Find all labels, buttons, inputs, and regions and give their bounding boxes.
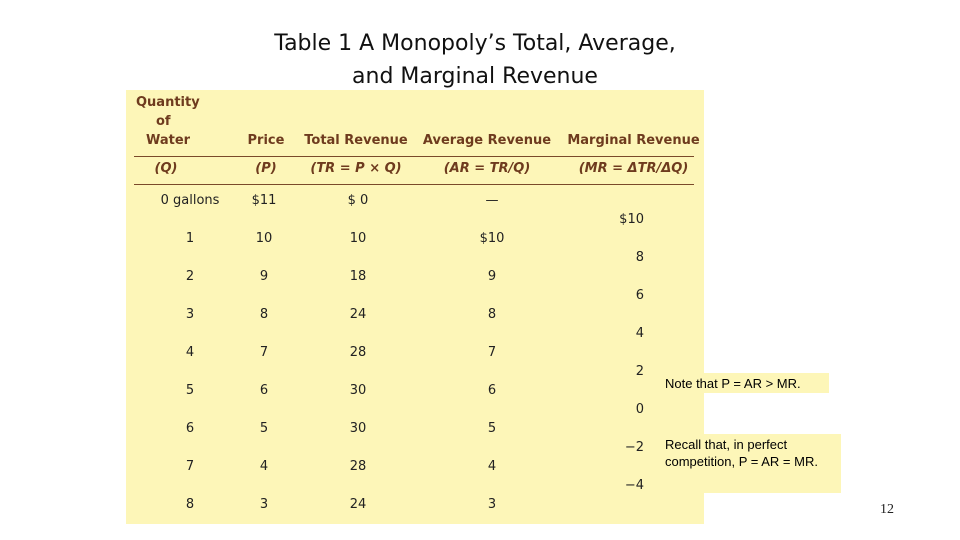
recall-callout: Recall that, in perfect competition, P = AR = MR.	[659, 434, 841, 493]
cell-quantity: 3	[185, 307, 195, 322]
cell-price: $11	[251, 193, 277, 208]
title-line-2: and Marginal Revenue	[352, 64, 598, 89]
cell-quantity: 8	[185, 497, 195, 512]
symbol-rule	[134, 184, 694, 185]
symbol-price: (P)	[255, 161, 277, 176]
cell-marginal-revenue: 2	[635, 364, 644, 379]
cell-price: 7	[259, 345, 269, 360]
cell-quantity: 7	[185, 459, 195, 474]
cell-marginal-revenue: 0	[635, 402, 644, 417]
header-quantity	[136, 93, 200, 150]
header-average-revenue: Average Revenue	[422, 133, 552, 148]
slide-title	[190, 27, 760, 93]
header-quantity-line: of	[156, 114, 171, 129]
cell-quantity: 5	[185, 383, 195, 398]
cell-marginal-revenue: $10	[619, 212, 644, 227]
symbol-marginal-revenue: (MR = ΔTR/ΔQ)	[578, 161, 689, 176]
revenue-table	[126, 90, 704, 524]
cell-average-revenue: 6	[487, 383, 497, 398]
cell-price: 5	[259, 421, 269, 436]
cell-total-revenue: 30	[349, 383, 367, 398]
cell-total-revenue: 28	[349, 345, 367, 360]
header-total-revenue: Total Revenue	[304, 133, 408, 148]
cell-average-revenue: 4	[487, 459, 497, 474]
cell-marginal-revenue: 8	[635, 250, 644, 265]
cell-price: 8	[259, 307, 269, 322]
cell-quantity: 2	[185, 269, 195, 284]
cell-marginal-revenue: 6	[635, 288, 644, 303]
header-rule	[134, 156, 694, 157]
symbol-total-revenue: (TR = P × Q)	[310, 161, 402, 176]
page-number: 12	[880, 502, 894, 517]
cell-total-revenue: $ 0	[347, 193, 369, 208]
cell-average-revenue: $10	[479, 231, 505, 246]
header-quantity-line: Quantity	[136, 95, 200, 110]
cell-quantity: 6	[185, 421, 195, 436]
cell-average-revenue: 5	[487, 421, 497, 436]
cell-total-revenue: 24	[349, 307, 367, 322]
header-price: Price	[247, 133, 285, 148]
cell-marginal-revenue: 4	[635, 326, 644, 341]
cell-average-revenue: 7	[487, 345, 497, 360]
cell-quantity: 1	[185, 231, 195, 246]
cell-total-revenue: 28	[349, 459, 367, 474]
cell-total-revenue: 30	[349, 421, 367, 436]
note-callout: Note that P = AR > MR.	[659, 373, 829, 393]
cell-price: 9	[259, 269, 269, 284]
cell-marginal-revenue: −2	[624, 440, 644, 455]
cell-average-revenue: 8	[487, 307, 497, 322]
symbol-quantity: (Q)	[154, 161, 178, 176]
cell-price: 4	[259, 459, 269, 474]
symbol-average-revenue: (AR = TR/Q)	[443, 161, 531, 176]
cell-marginal-revenue: −4	[624, 478, 644, 493]
cell-quantity: 0 gallons	[160, 193, 220, 208]
title-line-1: Table 1 A Monopoly’s Total, Average,	[274, 31, 676, 56]
cell-price: 10	[255, 231, 273, 246]
cell-average-revenue: 3	[487, 497, 497, 512]
cell-average-revenue: —	[485, 193, 499, 208]
header-quantity-line: Water	[146, 133, 191, 148]
cell-quantity: 4	[185, 345, 195, 360]
cell-total-revenue: 10	[349, 231, 367, 246]
cell-total-revenue: 24	[349, 497, 367, 512]
cell-total-revenue: 18	[349, 269, 367, 284]
cell-price: 6	[259, 383, 269, 398]
cell-price: 3	[259, 497, 269, 512]
cell-average-revenue: 9	[487, 269, 497, 284]
header-marginal-revenue: Marginal Revenue	[567, 133, 700, 148]
